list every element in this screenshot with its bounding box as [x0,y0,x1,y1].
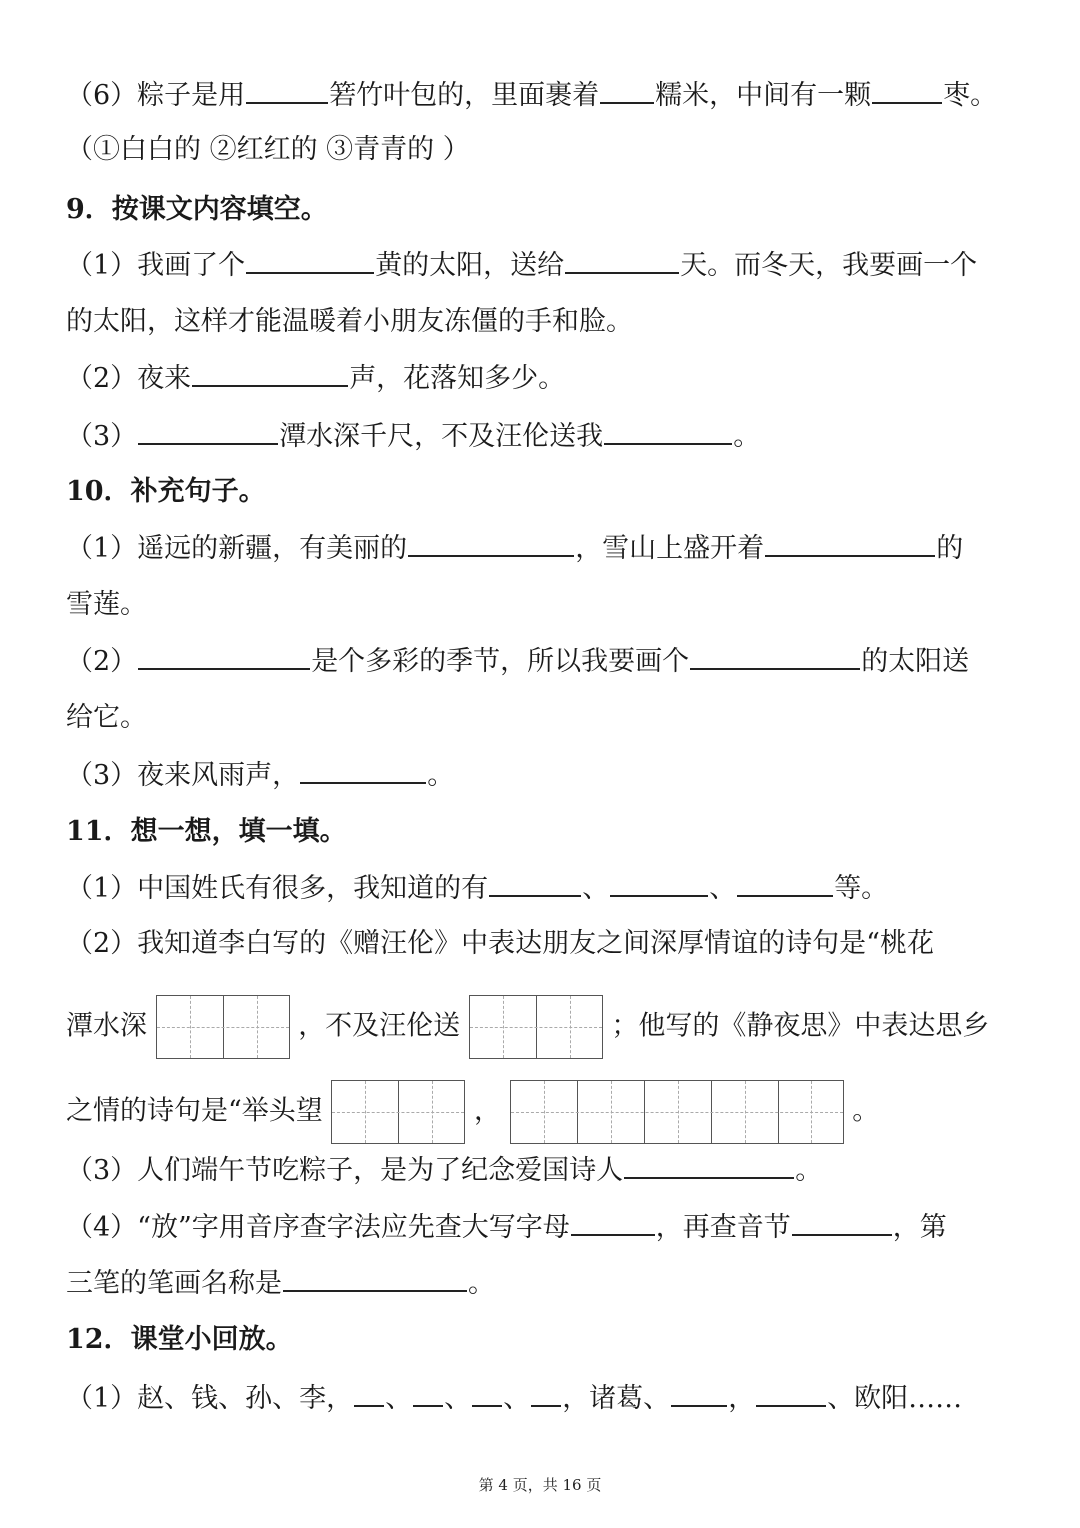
q9-item-1-cont: 的太阳，这样才能温暖着小朋友冻僵的手和脸。 [66,306,633,337]
q11-item-1: （1）中国姓氏有很多，我知道的有 、 、 等。 [66,868,888,909]
q11-item-2: （2）我知道李白写的《赠汪伦》中表达朋友之间深厚情谊的诗句是“桃花 [66,928,934,959]
q11-item-3: （3）人们端午节吃粽子，是为了纪念爱国诗人 。 [66,1150,822,1191]
q9-item-2: （2）夜来 声，花落知多少。 [66,358,565,399]
answer-blank[interactable] [565,245,679,274]
answer-blank[interactable] [138,416,278,445]
answer-blank[interactable] [192,358,348,387]
question-12-title: 12．课堂小回放。 [66,1324,293,1355]
answer-blank[interactable] [489,868,581,897]
answer-blank[interactable] [283,1263,467,1292]
answer-blank[interactable] [531,1378,561,1407]
answer-blank[interactable] [765,528,935,557]
answer-blank[interactable] [354,1378,384,1407]
question-9-title: 9．按课文内容填空。 [66,194,328,225]
answer-blank[interactable] [300,755,426,784]
writing-grid-5[interactable] [510,1080,844,1144]
q10-item-2-cont: 给它。 [66,702,147,733]
question-11-title: 11．想一想，填一填。 [66,816,347,847]
q10-item-3: （3）夜来风雨声， 。 [66,755,454,796]
q11-item-4-cont: 三笔的笔画名称是 。 [66,1263,495,1304]
q11-item-4: （4）“放”字用音序查字法应先查大写字母 ，再查音节 ，第 [66,1207,947,1248]
writing-grid-2[interactable] [469,995,603,1059]
writing-grid-2[interactable] [156,995,290,1059]
answer-blank[interactable] [690,641,860,670]
question-10-title: 10．补充句子。 [66,476,266,507]
answer-blank[interactable] [671,1378,727,1407]
answer-blank[interactable] [600,75,654,104]
q12-item-1: （1）赵、钱、孙、李， 、 、 、 ，诸葛、 ， 、欧阳…… [66,1378,962,1419]
q8-item-6: （6）粽子是用 箬竹叶包的，里面裹着 糯米，中间有一颗 枣。 [66,75,997,116]
q8-options: （①白白的 ②红红的 ③青青的 ） [66,134,470,165]
answer-blank[interactable] [138,641,310,670]
answer-blank[interactable] [246,245,374,274]
q10-item-1-cont: 雪莲。 [66,589,147,620]
page-footer: 第 4 页，共 16 页 [478,1476,602,1494]
answer-blank[interactable] [408,528,574,557]
q9-item-1: （1）我画了个 黄的太阳，送给 天。而冬天，我要画一个 [66,245,977,286]
answer-blank[interactable] [737,868,833,897]
q11-item-2-poem-line: 潭水深 ，不及汪伦送 ；他写的《静夜思》中表达思乡 [66,995,989,1059]
answer-blank[interactable] [604,416,732,445]
answer-blank[interactable] [872,75,942,104]
q11-item-2-poem-line-2: 之情的诗句是“举头望 ， 。 [66,1080,879,1144]
answer-blank[interactable] [413,1378,443,1407]
answer-blank[interactable] [610,868,708,897]
writing-grid-2[interactable] [331,1080,465,1144]
answer-blank[interactable] [792,1207,892,1236]
answer-blank[interactable] [624,1150,794,1179]
answer-blank[interactable] [756,1378,826,1407]
q9-item-3: （3） 潭水深千尺，不及汪伦送我 。 [66,416,760,457]
answer-blank[interactable] [571,1207,655,1236]
q10-item-1: （1）遥远的新疆，有美丽的 ，雪山上盛开着 的 [66,528,963,569]
answer-blank[interactable] [472,1378,502,1407]
q10-item-2: （2） 是个多彩的季节，所以我要画个 的太阳送 [66,641,969,682]
answer-blank[interactable] [246,75,328,104]
